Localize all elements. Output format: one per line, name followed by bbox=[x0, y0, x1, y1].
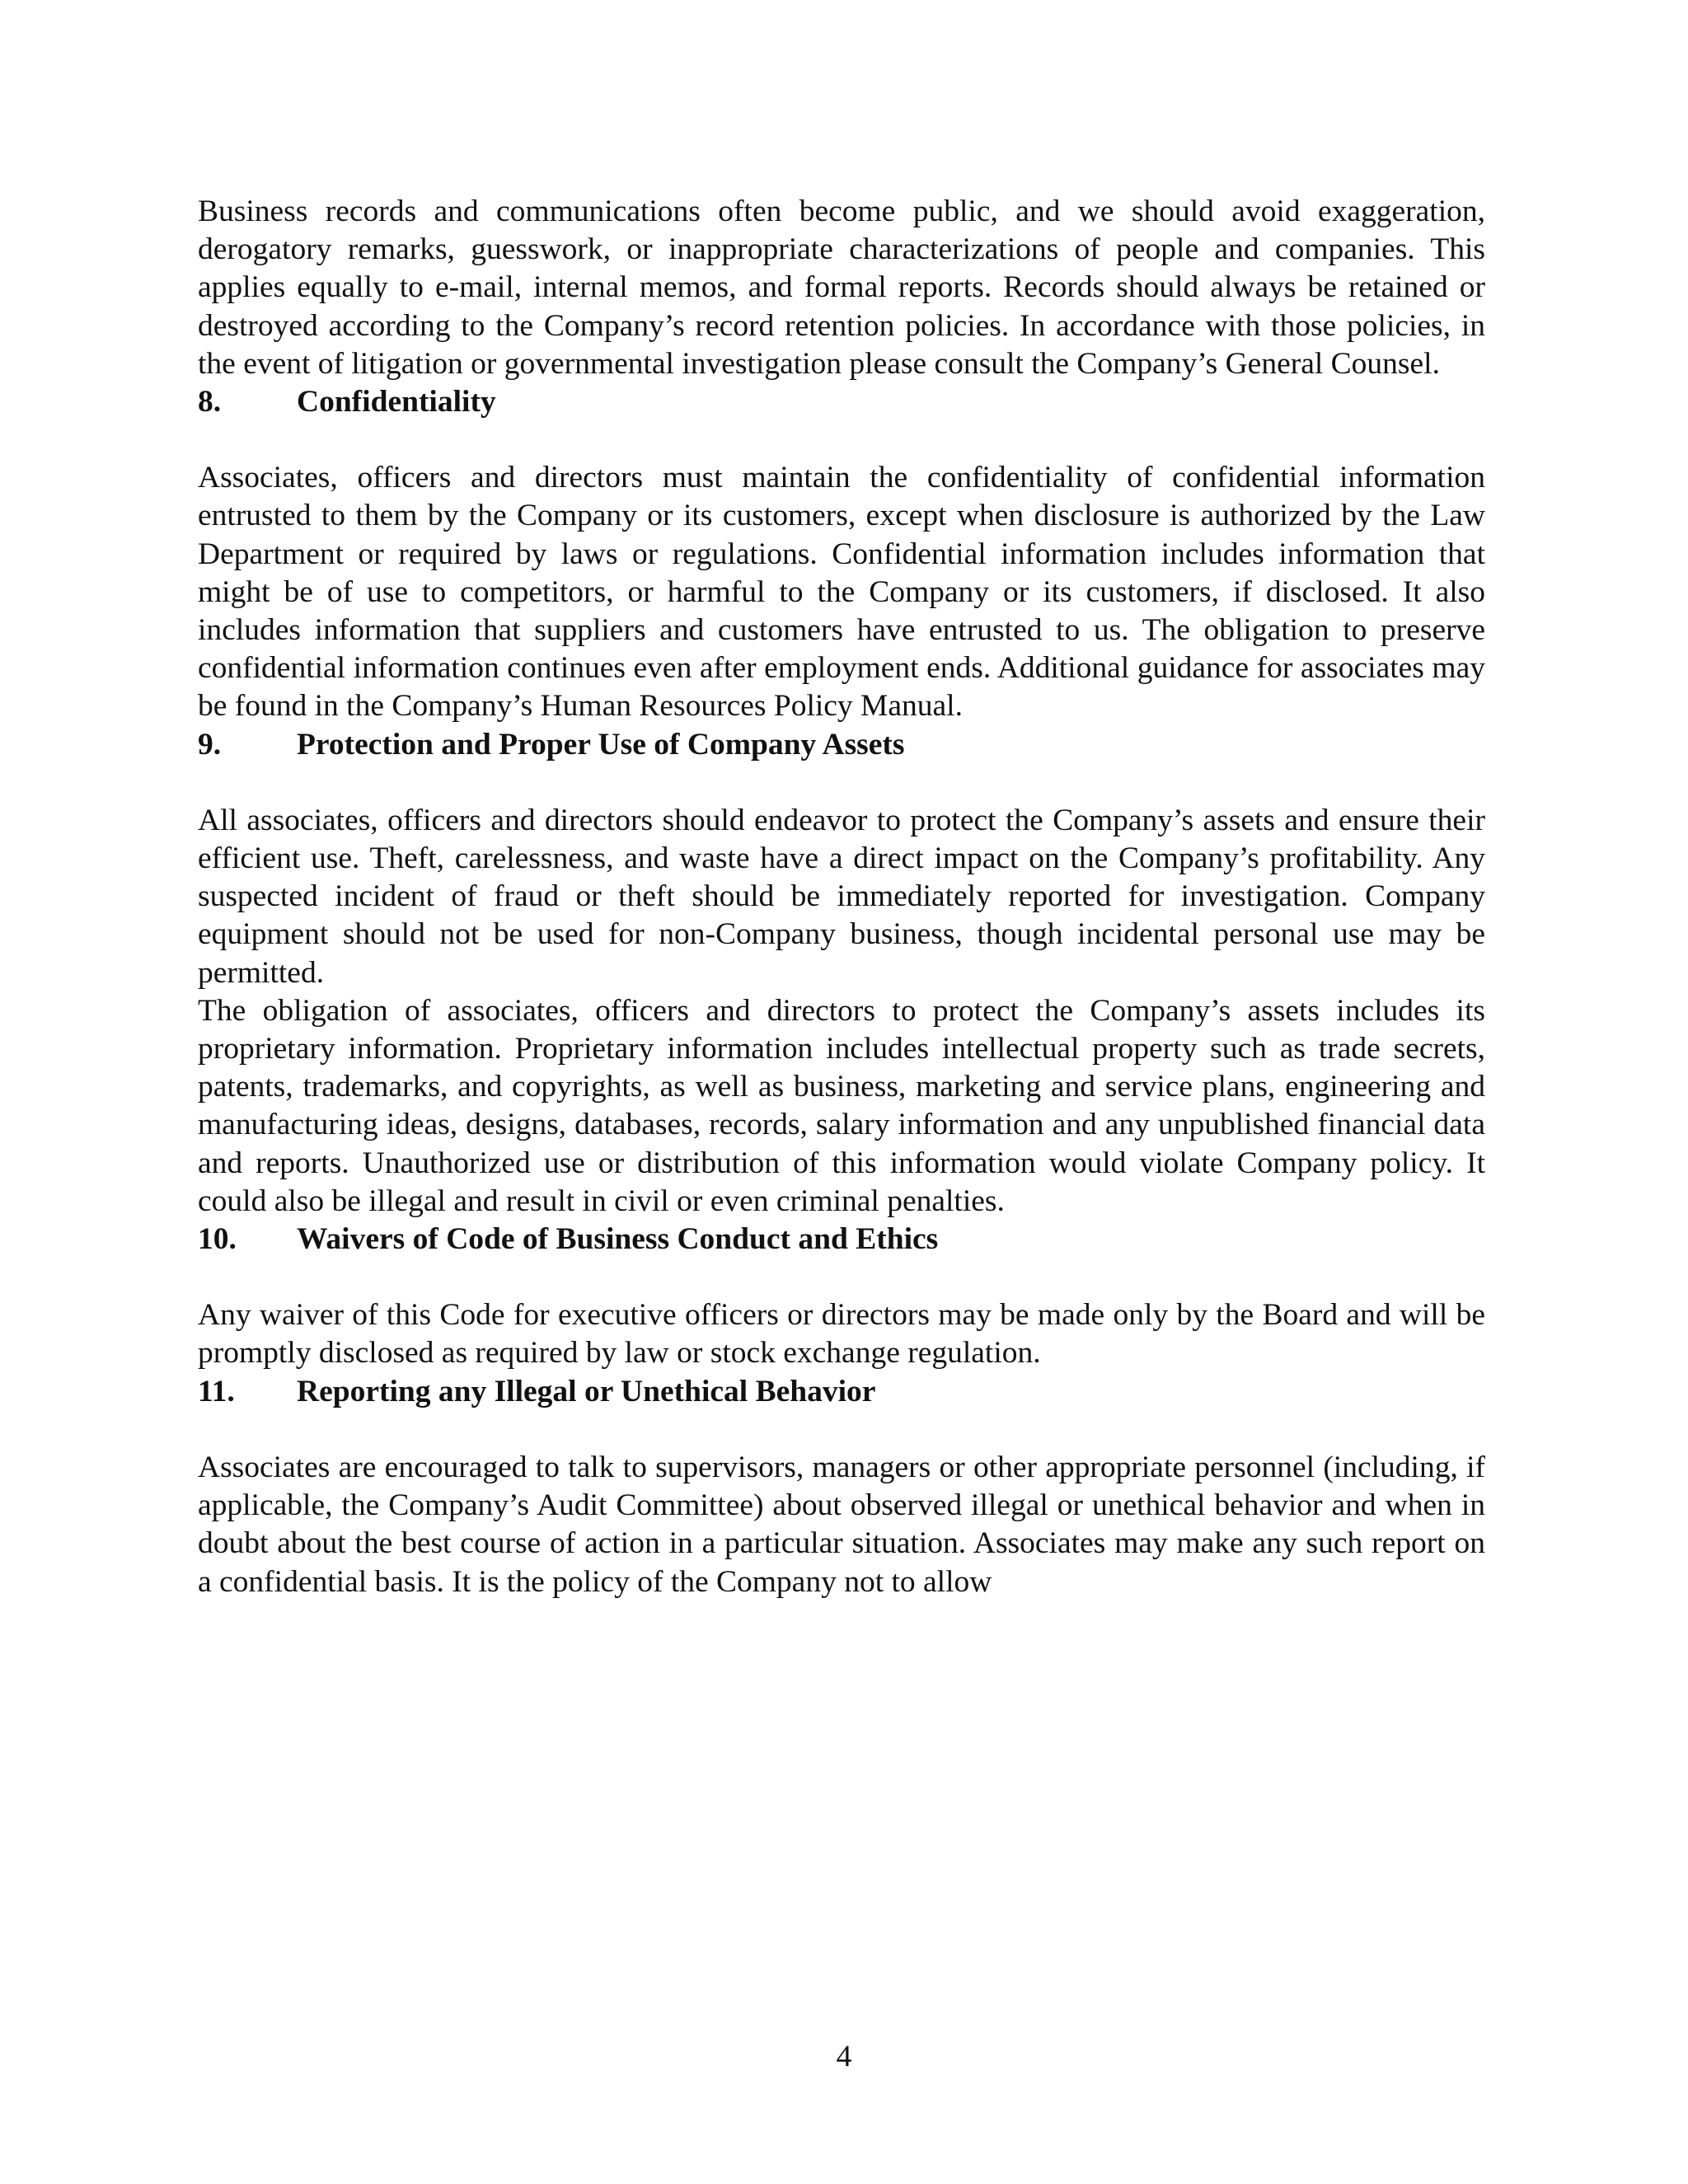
section-heading-waivers bbox=[198, 1221, 1485, 1258]
section-title: Waivers of Code of Business Conduct and Ethics bbox=[297, 1222, 939, 1257]
section-number: 11. bbox=[198, 1374, 235, 1408]
intro-paragraph: Business records and communications often become public, and we should avoid exaggeration, derogatory remarks, guesswork, or inappropriate characterizations of people and companies. This applies equally to e-mail, internal memos, and formal reports. Records should always be retained or destroyed according to the Company’s record retention policies. In accordance with those policies, in the event of litigation or governmental investigation please consult the Company’s General Counsel. bbox=[198, 194, 1485, 381]
section-title: Confidentiality bbox=[297, 385, 496, 419]
section-title: Reporting any Illegal or Unethical Behavior bbox=[297, 1374, 876, 1408]
section-title: Protection and Proper Use of Company Assets bbox=[297, 727, 905, 762]
section-heading-company-assets bbox=[198, 726, 1485, 764]
company-assets-paragraph-2: The obligation of associates, officers and directors to protect the Company’s assets includes its proprietary information. Proprietary information includes intellectual property such as trade secrets, patents, trademarks, and copyrights, as well as business, marketing and service plans, engineering and manufacturing ideas, designs, databases, records, salary information and any unpublished financial data and reports. Unauthorized use or distribution of this information would violate Company policy. It could also be illegal and result in civil or even criminal penalties. bbox=[198, 993, 1485, 1218]
document-page bbox=[198, 193, 1485, 1601]
section-number: 9. bbox=[198, 727, 222, 762]
waivers-paragraph: Any waiver of this Code for executive officers or directors may be made only by the Board and will be promptly disclosed as required by law or stock exchange regulation. bbox=[198, 1298, 1485, 1371]
section-number: 10. bbox=[198, 1222, 237, 1257]
company-assets-paragraph-1: All associates, officers and directors should endeavor to protect the Company’s assets and ensure their efficient use. Theft, carelessness, and waste have a direct impact on the Company’s profitability. Any suspected incident of fraud or theft should be immediately reported for investigation. Company equipment should not be used for non-Company business, though incidental personal use may be permitted. bbox=[198, 803, 1485, 990]
confidentiality-paragraph: Associates, officers and directors must maintain the confidentiality of confidential information entrusted to them by the Company or its customers, except when disclosure is authorized by the Law Department or required by laws or regulations. Confidential information includes information that might be of use to competitors, or harmful to the Company or its customers, if disclosed. It also includes information that suppliers and customers have entrusted to us. The obligation to preserve confidential information continues even after employment ends. Additional guidance for associates may be found in the Company’s Human Resources Policy Manual. bbox=[198, 461, 1485, 724]
section-heading-reporting bbox=[198, 1373, 1485, 1411]
section-heading-confidentiality bbox=[198, 383, 1485, 421]
reporting-paragraph: Associates are encouraged to talk to supervisors, managers or other appropriate personnel (including, if applicable, the Company’s Audit Committee) about observed illegal or unethical behavior and when in doubt about the best course of action in a particular situation. Associates may make any such report on a confidential basis. It is the policy of the Company not to allow bbox=[198, 1450, 1485, 1599]
page-number: 4 bbox=[836, 2040, 852, 2074]
section-number: 8. bbox=[198, 385, 222, 419]
